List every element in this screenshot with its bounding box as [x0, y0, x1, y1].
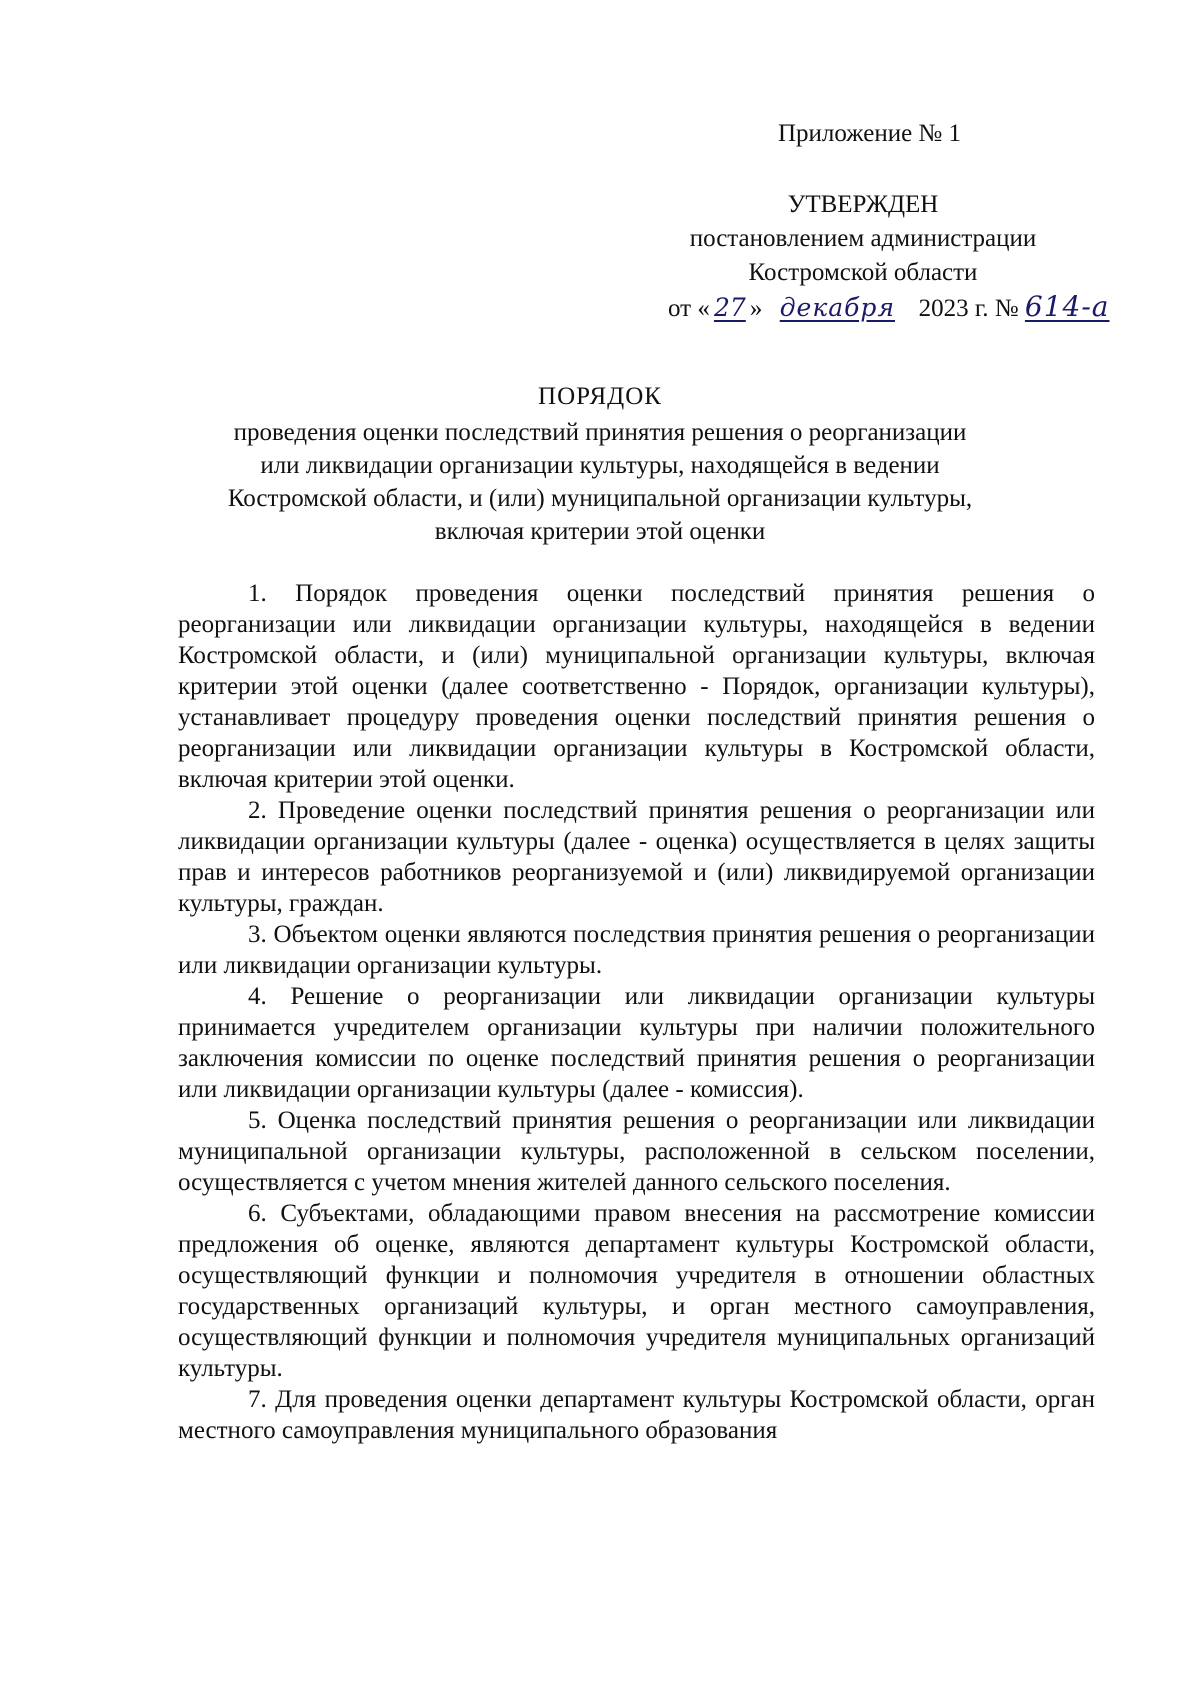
paragraph-4: 4. Решение о реорганизации или ликвидации организации культуры принимается учредителем организации культуры при наличии положительного заключения комиссии по оценке последствий принятия решения о реорганизации или ликвидации организации культуры (далее - комиссия).	[178, 983, 1095, 1103]
paragraph-6: 6. Субъектами, обладающими правом внесения на рассмотрение комиссии предложения об оценке, являются департамент культуры Костромской области, осуществляющий функции и полномочия учредителя в отношении областных государственных организаций культуры, и орган местного самоуправления, осуществляющий функции и полномочия учредителя муниципальных организаций культуры.	[178, 1200, 1095, 1382]
title-line-2: или ликвидации организации культуры, находящейся в ведении	[260, 452, 940, 479]
date-prefix: от «	[668, 295, 710, 322]
title-line-3: Костромской области, и (или) муниципальной организации культуры,	[227, 485, 973, 512]
paragraph-1: 1. Порядок проведения оценки последствий принятия решения о реорганизации или ликвидации организации культуры, находящейся в ведении Костромской области, и (или) муниципальной организации культуры, включая критерии этой оценки (далее соответственно - Порядок, организации культуры), устанавливает процедуру проведения оценки последствий принятия решения о реорганизации или ликвидации организации культуры в Костромской области, включая критерии этой оценки.	[178, 580, 1095, 793]
approved-heading: УТВЕРЖДЕН	[787, 191, 939, 218]
paragraph-3: 3. Объектом оценки являются последствия принятия решения о реорганизации или ликвидации организации культуры.	[178, 921, 1095, 979]
paragraph-7: 7. Для проведения оценки департамент культуры Костромской области, орган местного самоуправления муниципального образования	[178, 1386, 1095, 1444]
approval-date-line	[608, 290, 1118, 326]
title-line-4: включая критерии этой оценки	[434, 518, 766, 545]
date-quote-close: »	[749, 295, 763, 322]
date-year: 2023 г. №	[912, 295, 1025, 322]
document-body	[178, 578, 1095, 1446]
approval-stamp-block	[608, 188, 1118, 326]
approved-by-line-1: постановлением администрации	[689, 225, 1037, 252]
handwritten-day: 27	[713, 293, 746, 322]
title-line-1: проведения оценки последствий принятия решения о реорганизации	[233, 419, 967, 446]
paragraph-5: 5. Оценка последствий принятия решения о реорганизации или ликвидации муниципальной организации культуры, расположенной в сельском поселении, осуществляется с учетом мнения жителей данного сельского поселения.	[178, 1107, 1095, 1196]
appendix-label: Приложение № 1	[778, 120, 962, 147]
handwritten-number: 614-а	[1024, 290, 1110, 323]
title-heading: ПОРЯДОК	[538, 383, 662, 410]
approved-by-line-2: Костромской области	[748, 259, 978, 286]
handwritten-month: декабря	[779, 293, 895, 322]
document-title	[140, 380, 1060, 548]
paragraph-2: 2. Проведение оценки последствий принятия решения о реорганизации или ликвидации организации культуры (далее - оценка) осуществляется в целях защиты прав и интересов работников реорганизуемой и (или) ликвидируемой организации культуры, граждан.	[178, 797, 1095, 917]
